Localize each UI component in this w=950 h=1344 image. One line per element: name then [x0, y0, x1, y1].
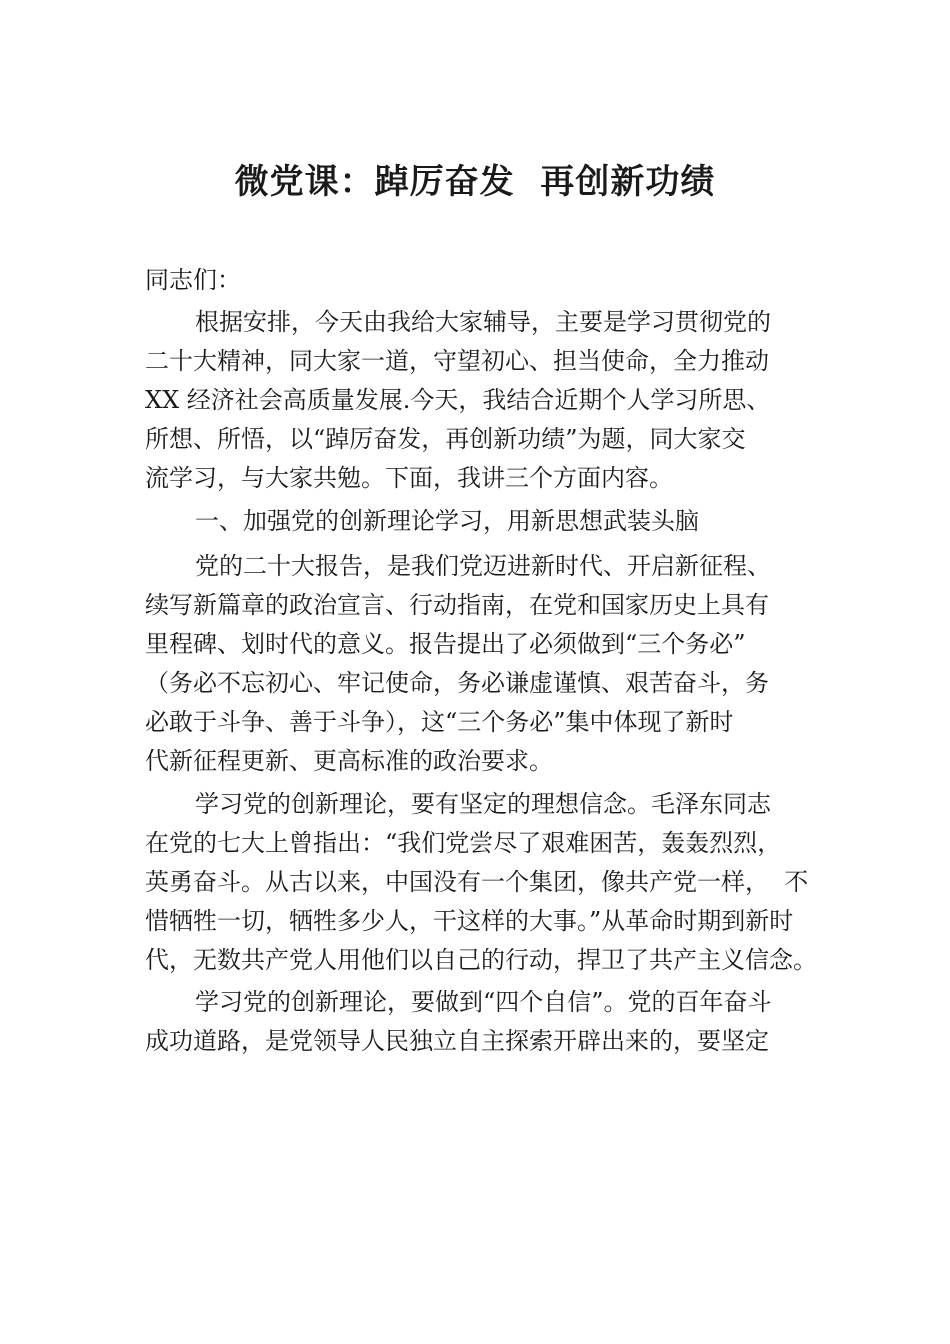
- paragraph-line: 所想、所悟，以“踔厉奋发，再创新功绩”为题，同大家交: [145, 425, 746, 453]
- paragraph-line: 二十大精神，同大家一道，守望初心、担当使命，全力推动: [145, 347, 769, 375]
- paragraph-line: 学习党的创新理论，要做到“四个自信”。党的百年奋斗: [195, 988, 772, 1016]
- paragraph-line: （务必不忘初心、牢记使命，务必谦虚谨慎、艰苦奋斗，务: [145, 669, 769, 697]
- document-title: 微党课：踔厉奋发 再创新功绩: [234, 162, 716, 202]
- paragraph-line: 英勇奋斗。从古以来，中国没有一个集团，像共产党一样， 不: [145, 868, 809, 896]
- paragraph-line: 惜牺牲一切，牺牲多少人，干这样的大事。”从革命时期到新时: [145, 907, 794, 935]
- paragraph-line: 党的二十大报告，是我们党迈进新时代、开启新征程、: [195, 552, 771, 580]
- paragraph-line: 续写新篇章的政治宣言、行动指南，在党和国家历史上具有: [145, 591, 769, 619]
- paragraph-line: XX 经济社会高质量发展.今天，我结合近期个人学习所思、: [145, 386, 771, 414]
- paragraph-line: 根据安排，今天由我给大家辅导，主要是学习贯彻党的: [195, 308, 771, 336]
- paragraph-line: 必敢于斗争、善于斗争），这“三个务必”集中体现了新时: [145, 708, 734, 736]
- paragraph-line: 里程碑、划时代的意义。报告提出了必须做到“三个务必”: [145, 630, 746, 658]
- paragraph-line: 学习党的创新理论，要有坚定的理想信念。毛泽东同志: [195, 790, 771, 818]
- paragraph-line: 代，无数共产党人用他们以自己的行动，捍卫了共产主义信念。: [145, 946, 817, 974]
- paragraph-line: 代新征程更新、更高标准的政治要求。: [145, 747, 553, 775]
- paragraph-line: 流学习，与大家共勉。下面，我讲三个方面内容。: [145, 464, 673, 492]
- paragraph-line: 在党的七大上曾指出：“我们党尝尽了艰难困苦，轰轰烈烈，: [145, 829, 782, 857]
- salutation: 同志们：: [145, 266, 241, 294]
- paragraph-line: 成功道路，是党领导人民独立自主探索开辟出来的，要坚定: [145, 1027, 769, 1055]
- section-heading: 一、加强党的创新理论学习，用新思想武装头脑: [195, 507, 699, 535]
